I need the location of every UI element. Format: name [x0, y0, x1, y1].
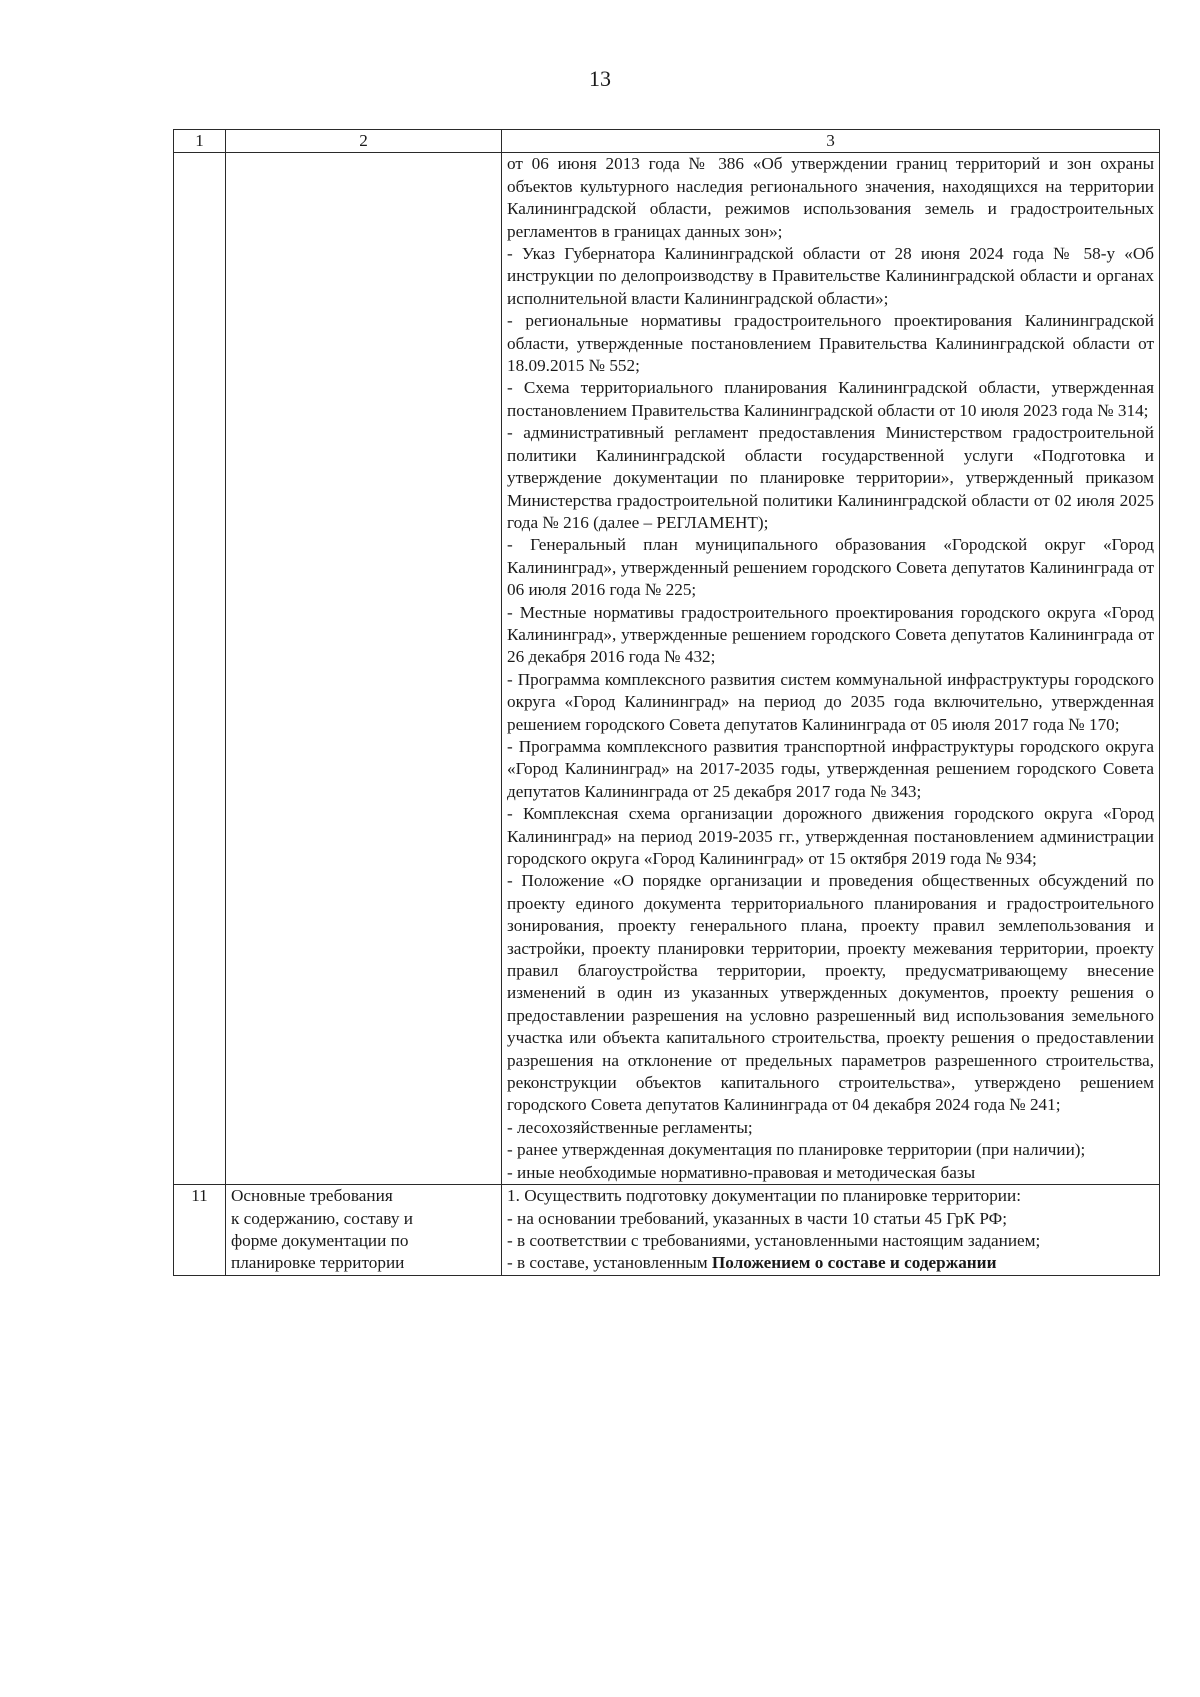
row-content-cell — [502, 1185, 1160, 1276]
content-paragraph: - иные необходимые нормативно-правовая и методическая базы — [507, 1162, 976, 1182]
content-paragraph: - Программа комплексного развития транспортной инфраструктуры городского округа «Город Калининград» на 2017-2035 годы, утвержденная решением городского Совета депутатов Калининграда от 25 декабря 2017 года № 343; — [507, 736, 1154, 801]
content-paragraph: - региональные нормативы градостроительного проектирования Калининградской области, утвержденные постановлением Правительства Калининградской области от 18.09.2015 № 552; — [507, 311, 1154, 376]
row-content-cell — [502, 153, 1160, 1185]
requirements-table — [173, 129, 1160, 1276]
title-line: форме документации по — [231, 1230, 409, 1250]
title-line: Основные требования — [231, 1186, 393, 1206]
title-line: планировке территории — [231, 1253, 405, 1273]
header-col-1: 1 — [174, 130, 226, 153]
table-row-continued — [174, 153, 1160, 1185]
content-paragraph: - административный регламент предоставления Министерством градостроительной политики Калининградской области государственной услуги «Подготовка и утверждение документации по планировке территории», утвержденный приказом Министерства градостроительной политики Калининградской области от 02 июля 2025 года № 216 (далее – РЕГЛАМЕНТ); — [507, 423, 1154, 532]
content-text: - в составе, установленным — [507, 1253, 712, 1273]
row-number-cell: 11 — [174, 1185, 226, 1276]
row-number-cell — [174, 153, 226, 1185]
row-title-cell — [226, 153, 502, 1185]
content-paragraph: от 06 июня 2013 года № 386 «Об утверждении границ территорий и зон охраны объектов культурного наследия регионального значения, находящихся на территории Калининградской области, режимов использования земель и градостроительных регламентов в границах данных зон»; — [507, 154, 1154, 241]
content-paragraph: - Генеральный план муниципального образования «Городской округ «Город Калининград», утвержденный решением городского Совета депутатов Калининграда от 06 июля 2016 года № 225; — [507, 535, 1154, 600]
content-paragraph: - Указ Губернатора Калининградской области от 28 июня 2024 года № 58-у «Об инструкции по делопроизводству в Правительстве Калининградской области и органах исполнительной власти Калининградской области»; — [507, 244, 1154, 308]
content-paragraph: - Программа комплексного развития систем коммунальной инфраструктуры городского округа «Город Калининград» на период до 2035 года включительно, утвержденная решением городского Совета депутатов Калининграда от 05 июля 2017 года № 170; — [507, 669, 1154, 734]
content-paragraph: - Комплексная схема организации дорожного движения городского округа «Город Калининград» на период 2019-2035 гг., утвержденная постановлением администрации городского округа «Город Калининград» от 15 октября 2019 года № 934; — [507, 804, 1154, 868]
header-col-2: 2 — [226, 130, 502, 153]
content-paragraph: - в соответствии с требованиями, установленными настоящим заданием; — [507, 1230, 1041, 1250]
page-number: 13 — [589, 66, 611, 91]
row-title-cell — [226, 1185, 502, 1276]
header-col-3: 3 — [502, 130, 1160, 153]
content-paragraph: - ранее утвержденная документация по планировке территории (при наличии); — [507, 1140, 1086, 1160]
title-line: к содержанию, составу и — [231, 1208, 413, 1228]
bold-reference: Положением о составе и содержании — [711, 1253, 997, 1273]
table-row-11 — [174, 1185, 1160, 1276]
content-paragraph: - Местные нормативы градостроительного проектирования городского округа «Город Калининград», утвержденные решением городского Совета депутатов Калининграда от 26 декабря 2016 года № 432; — [507, 602, 1154, 667]
content-paragraph: 1. Осуществить подготовку документации по планировке территории: — [507, 1186, 1021, 1206]
content-paragraph: - на основании требований, указанных в части 10 статьи 45 ГрК РФ; — [507, 1208, 1008, 1228]
content-paragraph-last — [507, 1252, 1154, 1274]
content-paragraph: - Схема территориального планирования Калининградской области, утвержденная постановлением Правительства Калининградской области от 10 июля 2023 года № 314; — [507, 378, 1154, 420]
content-paragraph: - лесохозяйственные регламенты; — [507, 1117, 753, 1137]
table-header-row — [174, 130, 1160, 153]
content-paragraph: - Положение «О порядке организации и проведения общественных обсуждений по проекту единого документа территориального планирования и градостроительного зонирования, проекту генерального плана, проекту правил землепользования и застройки, проекту планировки территории, проекту межевания территории, проекту правил благоустройства территории, проекту, предусматривающему внесение изменений в один из указанных утвержденных документов, проекту решения о предоставлении разрешения на условно разрешенный вид использования земельного участка или объекта капитального строительства, проекту решения о предоставлении разрешения на отклонение от предельных параметров разрешенного строительства, реконструкции объектов капитального строительства», утверждено решением городского Совета депутатов Калининграда от 04 декабря 2024 года № 241; — [507, 871, 1154, 1115]
